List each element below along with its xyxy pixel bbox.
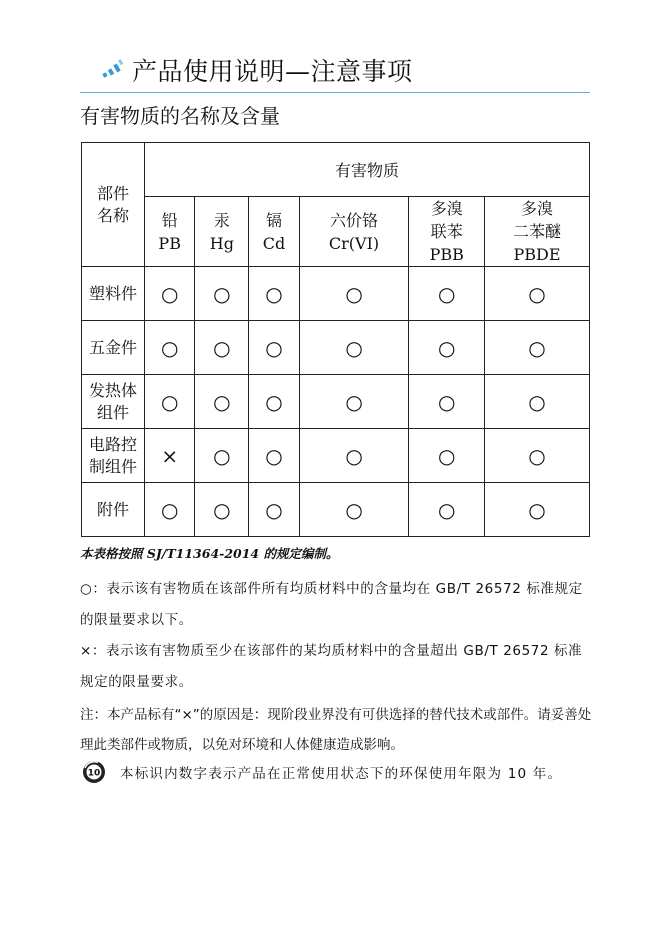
- page-header: [100, 52, 413, 88]
- substance-mark-cell: ○: [484, 375, 589, 429]
- part-name-header: 部件 名称: [82, 143, 145, 267]
- page-title: 产品使用说明—注意事项: [132, 57, 413, 86]
- substance-mark-cell: ○: [484, 429, 589, 483]
- substance-mark-cell: ○: [484, 321, 589, 375]
- substance-mark-cell: ○: [145, 267, 195, 321]
- part-name-cell: 五金件: [82, 321, 145, 375]
- table-row: [82, 267, 590, 321]
- part-name-cell: 附件: [82, 483, 145, 537]
- substance-mark-cell: ○: [249, 267, 299, 321]
- legend-circle-note: ○：表示该有害物质在该部件所有均质材料中的含量均在 GB/T 26572 标准规定的限量要求以下。: [80, 581, 583, 628]
- header-divider: [80, 92, 590, 93]
- substance-mark-cell: ○: [249, 321, 299, 375]
- substance-mark-cell: ○: [409, 375, 485, 429]
- substance-header: 铅 PB: [145, 197, 195, 267]
- substance-header: 六价铬 Cr(VI): [299, 197, 409, 267]
- substance-group-header: 有害物质: [145, 143, 590, 197]
- eco-period-text: 本标识内数字表示产品在正常使用状态下的环保使用年限为 10 年。: [120, 766, 563, 782]
- substance-mark-cell: ○: [145, 483, 195, 537]
- substance-mark-cell: ×: [145, 429, 195, 483]
- substance-mark-cell: ○: [145, 321, 195, 375]
- table-row: [82, 321, 590, 375]
- svg-text:10: 10: [87, 768, 101, 779]
- substance-header: 镉 Cd: [249, 197, 299, 267]
- part-name-cell: 塑料件: [82, 267, 145, 321]
- hazardous-substances-table: [81, 142, 590, 537]
- substance-mark-cell: ○: [249, 375, 299, 429]
- substance-mark-cell: ○: [195, 483, 249, 537]
- substance-mark-cell: ○: [145, 375, 195, 429]
- substance-mark-cell: ○: [299, 483, 409, 537]
- substance-mark-cell: ○: [195, 321, 249, 375]
- part-name-cell: 发热体 组件: [82, 375, 145, 429]
- eco-period-statement: [82, 760, 562, 784]
- substance-mark-cell: ○: [484, 483, 589, 537]
- substance-mark-cell: ○: [195, 267, 249, 321]
- substance-mark-cell: ○: [409, 267, 485, 321]
- substance-mark-cell: ○: [249, 429, 299, 483]
- substance-mark-cell: ○: [409, 321, 485, 375]
- explanation-note: 注：本产品标有“×”的原因是：现阶段业界没有可供选择的替代技术或部件。请妥善处理此类部件或物质，以免对环境和人体健康造成影响。: [80, 707, 592, 753]
- section-title: 有害物质的名称及含量: [80, 104, 280, 128]
- substance-header: 汞 Hg: [195, 197, 249, 267]
- table-row: [82, 429, 590, 483]
- environmental-protection-period-icon: [82, 760, 106, 784]
- substance-header: 多溴 联苯 PBB: [409, 197, 485, 267]
- part-name-cell: 电路控 制组件: [82, 429, 145, 483]
- table-row: [82, 375, 590, 429]
- substance-mark-cell: ○: [299, 321, 409, 375]
- table-row: [82, 483, 590, 537]
- substance-mark-cell: ○: [299, 429, 409, 483]
- substance-mark-cell: ○: [409, 483, 485, 537]
- substance-mark-cell: ○: [299, 375, 409, 429]
- brand-logo-icon: [100, 57, 126, 83]
- substance-mark-cell: ○: [409, 429, 485, 483]
- table-footnote: 本表格按照 SJ/T11364-2014 的规定编制。: [80, 546, 339, 561]
- substance-mark-cell: ○: [484, 267, 589, 321]
- substance-mark-cell: ○: [195, 375, 249, 429]
- substance-mark-cell: ○: [249, 483, 299, 537]
- legend-cross-note: ×：表示该有害物质至少在该部件的某均质材料中的含量超出 GB/T 26572 标准规定的限量要求。: [80, 643, 583, 690]
- substance-mark-cell: ○: [299, 267, 409, 321]
- substance-mark-cell: ○: [195, 429, 249, 483]
- substance-header: 多溴 二苯醚 PBDE: [484, 197, 589, 267]
